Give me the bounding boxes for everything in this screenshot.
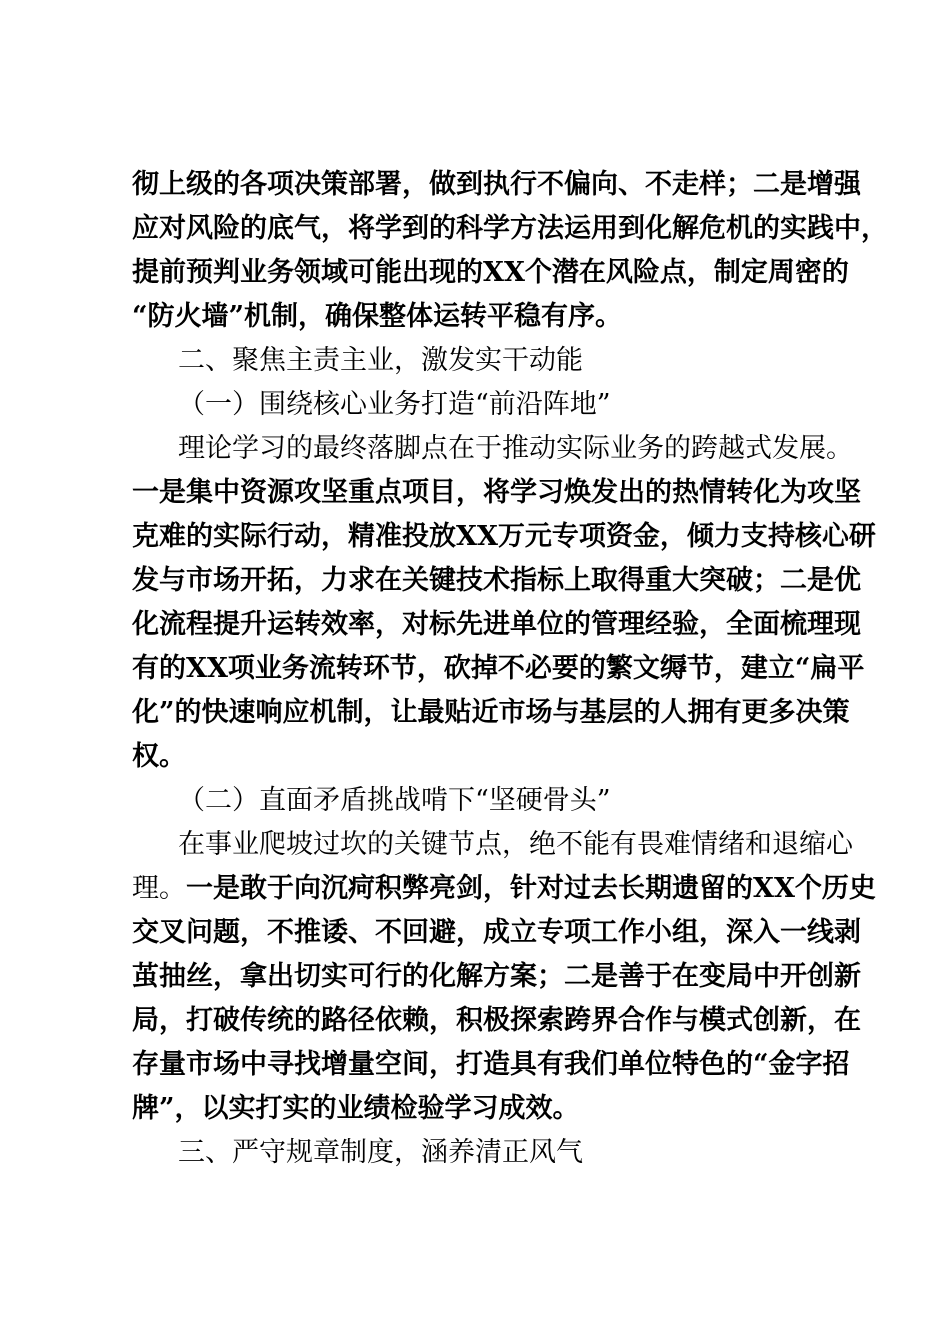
paragraph-line: 在事业爬坡过坎的关键节点，绝不能有畏难情绪和退缩心 xyxy=(178,829,853,860)
paragraph-line: 牌”，以实打实的业绩检验学习成效。 xyxy=(132,1093,580,1124)
paragraph-line: 存量市场中寻找增量空间，打造具有我们单位特色的“金字招 xyxy=(132,1049,850,1080)
paragraph-line: 克难的实际行动，精准投放XX万元专项资金，倾力支持核心研 xyxy=(132,521,876,552)
section-heading: 二、聚焦主责主业，激发实干动能 xyxy=(178,345,583,376)
section-heading: 三、严守规章制度，涵养清正风气 xyxy=(178,1137,583,1168)
subsection-heading: （二）直面矛盾挑战啃下“坚硬骨头” xyxy=(178,785,611,816)
paragraph-line: 理论学习的最终落脚点在于推动实际业务的跨越式发展。 xyxy=(178,433,853,464)
paragraph-line: 局，打破传统的路径依赖，积极探索跨界合作与模式创新，在 xyxy=(132,1005,861,1036)
paragraph-line: 应对风险的底气，将学到的科学方法运用到化解危机的实践中， xyxy=(132,213,888,244)
paragraph-line: “防火墙”机制，确保整体运转平稳有序。 xyxy=(132,301,623,332)
paragraph-line: 交叉问题，不推诿、不回避，成立专项工作小组，深入一线剥 xyxy=(132,917,861,948)
paragraph-line: 化”的快速响应机制，让最贴近市场与基层的人拥有更多决策 xyxy=(132,697,850,728)
paragraph-line: 一是集中资源攻坚重点项目，将学习焕发出的热情转化为攻坚 xyxy=(132,477,861,508)
subsection-heading: （一）围绕核心业务打造“前沿阵地” xyxy=(178,389,611,420)
paragraph-line: 发与市场开拓，力求在关键技术指标上取得重大突破；二是优 xyxy=(132,565,861,596)
paragraph-line: 有的XX项业务流转环节，砍掉不必要的繁文缛节，建立“扁平 xyxy=(132,653,865,684)
paragraph-line: 化流程提升运转效率，对标先进单位的管理经验，全面梳理现 xyxy=(132,609,861,640)
paragraph-line: 彻上级的各项决策部署，做到执行不偏向、不走样；二是增强 xyxy=(132,169,861,200)
paragraph-line: 茧抽丝，拿出切实可行的化解方案；二是善于在变局中开创新 xyxy=(132,961,861,992)
paragraph-text-bold: 一是敢于向沉疴积弊亮剑，针对过去长期遗留的XX个历史 xyxy=(186,873,876,904)
paragraph-line: 提前预判业务领域可能出现的XX个潜在风险点，制定周密的 xyxy=(132,257,849,288)
paragraph-line-mixed xyxy=(132,867,876,911)
paragraph-line: 权。 xyxy=(132,741,186,772)
paragraph-text-plain: 理。 xyxy=(132,873,186,904)
